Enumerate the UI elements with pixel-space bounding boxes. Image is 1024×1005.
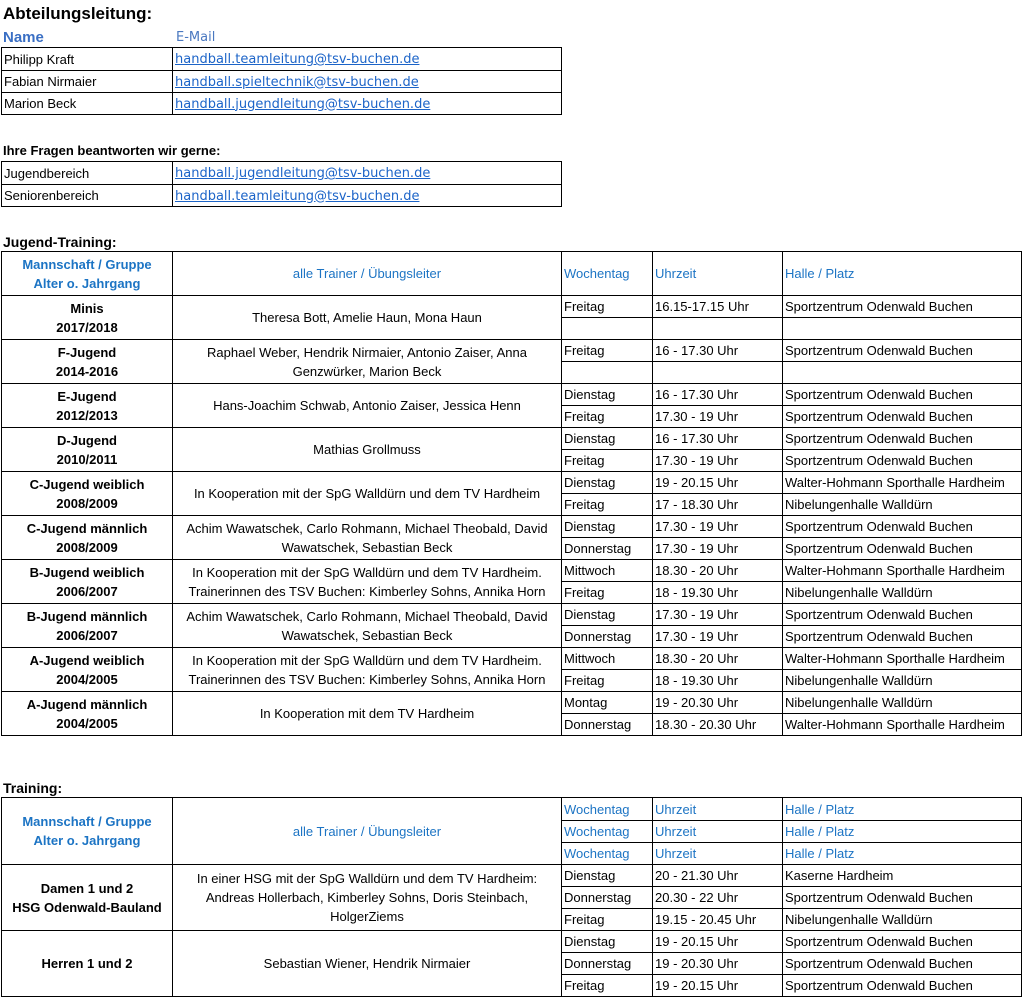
trainer-header: alle Trainer / Übungsleiter — [173, 252, 562, 296]
adult-training-table — [1, 797, 1022, 997]
day-cell: Mittwoch — [562, 560, 653, 582]
time-cell: 19 - 20.15 Uhr — [653, 931, 783, 953]
adult-title: Training: — [3, 780, 63, 796]
day-cell: Donnerstag — [562, 626, 653, 648]
email-link[interactable]: handball.jugendleitung@tsv-buchen.de — [175, 166, 431, 181]
col-name-header: Name — [3, 29, 44, 46]
time-cell: 19 - 20.30 Uhr — [653, 692, 783, 714]
trainer-cell: Theresa Bott, Amelie Haun, Mona Haun — [173, 296, 562, 340]
hall-cell: Sportzentrum Odenwald Buchen — [783, 340, 1022, 362]
trainer-cell: Raphael Weber, Hendrik Nirmaier, Antonio Zaiser, Anna Genzwürker, Marion Beck — [173, 340, 562, 384]
time-header: Uhrzeit — [653, 798, 783, 821]
email-link[interactable]: handball.teamleitung@tsv-buchen.de — [175, 52, 420, 67]
day-cell: Freitag — [562, 975, 653, 997]
trainer-cell: In einer HSG mit der SpG Walldürn und dem TV Hardheim: Andreas Hollerbach, Kimberley Sohns, Doris Steinbach, HolgerZiems — [173, 865, 562, 931]
table-row — [2, 472, 1022, 494]
team-cell: B-Jugend männlich 2006/2007 — [2, 604, 173, 648]
time-cell: 16 - 17.30 Uhr — [653, 428, 783, 450]
hall-cell: Walter-Hohmann Sporthalle Hardheim — [783, 560, 1022, 582]
time-header: Uhrzeit — [653, 843, 783, 865]
day-cell: Dienstag — [562, 865, 653, 887]
hall-cell: Sportzentrum Odenwald Buchen — [783, 406, 1022, 428]
day-header: Wochentag — [562, 843, 653, 865]
hall-cell: Sportzentrum Odenwald Buchen — [783, 384, 1022, 406]
table-row — [2, 384, 1022, 406]
day-header: Wochentag — [562, 821, 653, 843]
time-cell: 17.30 - 19 Uhr — [653, 604, 783, 626]
time-cell: 18.30 - 20.30 Uhr — [653, 714, 783, 736]
table-row — [2, 931, 1022, 953]
time-cell: 20.30 - 22 Uhr — [653, 887, 783, 909]
hall-cell: Sportzentrum Odenwald Buchen — [783, 626, 1022, 648]
hall-cell: Kaserne Hardheim — [783, 865, 1022, 887]
day-cell: Freitag — [562, 450, 653, 472]
person-name: Fabian Nirmaier — [2, 71, 173, 93]
time-cell: 19 - 20.15 Uhr — [653, 472, 783, 494]
hall-cell: Sportzentrum Odenwald Buchen — [783, 975, 1022, 997]
time-header: Uhrzeit — [653, 821, 783, 843]
team-cell: Herren 1 und 2 — [2, 931, 173, 997]
table-row — [2, 71, 562, 93]
table-row — [2, 162, 562, 185]
hall-cell: Sportzentrum Odenwald Buchen — [783, 931, 1022, 953]
leadership-title: Abteilungsleitung: — [3, 4, 153, 23]
time-cell — [653, 362, 783, 384]
email-link[interactable]: handball.jugendleitung@tsv-buchen.de — [175, 96, 431, 112]
person-name: Philipp Kraft — [2, 48, 173, 71]
day-cell: Freitag — [562, 296, 653, 318]
time-cell: 20 - 21.30 Uhr — [653, 865, 783, 887]
hall-cell: Walter-Hohmann Sporthalle Hardheim — [783, 472, 1022, 494]
team-cell: Minis 2017/2018 — [2, 296, 173, 340]
trainer-cell: In Kooperation mit der SpG Walldürn und dem TV Hardheim — [173, 472, 562, 516]
time-cell: 17.30 - 19 Uhr — [653, 538, 783, 560]
time-cell: 18.30 - 20 Uhr — [653, 648, 783, 670]
day-cell: Donnerstag — [562, 714, 653, 736]
time-cell: 17.30 - 19 Uhr — [653, 516, 783, 538]
leadership-table — [1, 47, 562, 115]
hall-cell: Nibelungenhalle Walldürn — [783, 670, 1022, 692]
hall-header: Halle / Platz — [783, 798, 1022, 821]
day-cell: Dienstag — [562, 428, 653, 450]
time-cell: 16 - 17.30 Uhr — [653, 384, 783, 406]
hall-cell: Walter-Hohmann Sporthalle Hardheim — [783, 648, 1022, 670]
table-row — [2, 560, 1022, 582]
time-cell: 17.30 - 19 Uhr — [653, 406, 783, 428]
questions-table — [1, 161, 562, 207]
area-label: Seniorenbereich — [2, 185, 173, 207]
table-header-row — [2, 798, 1022, 821]
trainer-cell: In Kooperation mit der SpG Walldürn und dem TV Hardheim. Trainerinnen des TSV Buchen: Kimberley Sohns, Annika Horn — [173, 560, 562, 604]
hall-cell: Sportzentrum Odenwald Buchen — [783, 887, 1022, 909]
hall-cell: Nibelungenhalle Walldürn — [783, 582, 1022, 604]
time-cell — [653, 318, 783, 340]
time-cell: 19 - 20.15 Uhr — [653, 975, 783, 997]
area-label: Jugendbereich — [2, 162, 173, 185]
day-cell: Mittwoch — [562, 648, 653, 670]
day-cell: Freitag — [562, 406, 653, 428]
table-row — [2, 865, 1022, 887]
time-cell: 18.30 - 20 Uhr — [653, 560, 783, 582]
table-row — [2, 185, 562, 207]
email-link[interactable]: handball.teamleitung@tsv-buchen.de — [175, 188, 420, 204]
col-email-header: E-Mail — [176, 30, 216, 45]
team-cell: B-Jugend weiblich 2006/2007 — [2, 560, 173, 604]
time-cell: 18 - 19.30 Uhr — [653, 582, 783, 604]
team-cell: E-Jugend 2012/2013 — [2, 384, 173, 428]
hall-cell: Sportzentrum Odenwald Buchen — [783, 604, 1022, 626]
time-cell: 19 - 20.30 Uhr — [653, 953, 783, 975]
table-header-row — [2, 252, 1022, 296]
hall-header: Halle / Platz — [783, 821, 1022, 843]
time-cell: 17.30 - 19 Uhr — [653, 626, 783, 648]
day-cell: Dienstag — [562, 472, 653, 494]
day-cell: Donnerstag — [562, 887, 653, 909]
trainer-cell: In Kooperation mit der SpG Walldürn und dem TV Hardheim. Trainerinnen des TSV Buchen: Kimberley Sohns, Annika Horn — [173, 648, 562, 692]
table-row — [2, 604, 1022, 626]
team-cell: D-Jugend 2010/2011 — [2, 428, 173, 472]
day-cell: Donnerstag — [562, 953, 653, 975]
trainer-cell: Achim Wawatschek, Carlo Rohmann, Michael Theobald, David Wawatschek, Sebastian Beck — [173, 516, 562, 560]
hall-cell: Sportzentrum Odenwald Buchen — [783, 953, 1022, 975]
day-cell: Freitag — [562, 670, 653, 692]
team-cell: A-Jugend weiblich 2004/2005 — [2, 648, 173, 692]
team-cell: Damen 1 und 2 HSG Odenwald-Bauland — [2, 865, 173, 931]
day-header: Wochentag — [562, 798, 653, 821]
hall-cell: Walter-Hohmann Sporthalle Hardheim — [783, 714, 1022, 736]
table-row — [2, 428, 1022, 450]
hall-cell: Sportzentrum Odenwald Buchen — [783, 296, 1022, 318]
hall-header: Halle / Platz — [783, 252, 1022, 296]
hall-cell: Nibelungenhalle Walldürn — [783, 494, 1022, 516]
day-cell: Donnerstag — [562, 538, 653, 560]
day-cell — [562, 362, 653, 384]
table-row — [2, 648, 1022, 670]
time-cell: 18 - 19.30 Uhr — [653, 670, 783, 692]
table-row — [2, 48, 562, 71]
trainer-cell: Achim Wawatschek, Carlo Rohmann, Michael Theobald, David Wawatschek, Sebastian Beck — [173, 604, 562, 648]
day-cell: Freitag — [562, 494, 653, 516]
table-row — [2, 93, 562, 115]
day-cell: Freitag — [562, 909, 653, 931]
day-cell: Dienstag — [562, 931, 653, 953]
time-cell: 17 - 18.30 Uhr — [653, 494, 783, 516]
hall-cell: Sportzentrum Odenwald Buchen — [783, 450, 1022, 472]
person-name: Marion Beck — [2, 93, 173, 115]
email-link[interactable]: handball.spieltechnik@tsv-buchen.de — [175, 74, 419, 90]
trainer-header: alle Trainer / Übungsleiter — [173, 798, 562, 865]
team-header: Mannschaft / Gruppe Alter o. Jahrgang — [2, 798, 173, 865]
day-cell — [562, 318, 653, 340]
table-row — [2, 340, 1022, 362]
time-cell: 16.15-17.15 Uhr — [653, 296, 783, 318]
time-header: Uhrzeit — [653, 252, 783, 296]
youth-title: Jugend-Training: — [3, 234, 117, 250]
team-cell: C-Jugend weiblich 2008/2009 — [2, 472, 173, 516]
hall-cell: Nibelungenhalle Walldürn — [783, 692, 1022, 714]
questions-title: Ihre Fragen beantworten wir gerne: — [3, 143, 221, 158]
day-cell: Freitag — [562, 582, 653, 604]
hall-cell: Sportzentrum Odenwald Buchen — [783, 516, 1022, 538]
team-header: Mannschaft / Gruppe Alter o. Jahrgang — [2, 252, 173, 296]
trainer-cell: Hans-Joachim Schwab, Antonio Zaiser, Jessica Henn — [173, 384, 562, 428]
trainer-cell: Mathias Grollmuss — [173, 428, 562, 472]
table-row — [2, 692, 1022, 714]
team-cell: C-Jugend männlich 2008/2009 — [2, 516, 173, 560]
table-row — [2, 296, 1022, 318]
hall-cell — [783, 362, 1022, 384]
trainer-cell: Sebastian Wiener, Hendrik Nirmaier — [173, 931, 562, 997]
day-cell: Montag — [562, 692, 653, 714]
time-cell: 16 - 17.30 Uhr — [653, 340, 783, 362]
hall-cell: Sportzentrum Odenwald Buchen — [783, 538, 1022, 560]
day-cell: Dienstag — [562, 604, 653, 626]
time-cell: 17.30 - 19 Uhr — [653, 450, 783, 472]
day-cell: Freitag — [562, 340, 653, 362]
table-row — [2, 516, 1022, 538]
team-cell: F-Jugend 2014-2016 — [2, 340, 173, 384]
hall-cell: Nibelungenhalle Walldürn — [783, 909, 1022, 931]
day-cell: Dienstag — [562, 384, 653, 406]
youth-training-table — [1, 251, 1022, 736]
trainer-cell: In Kooperation mit dem TV Hardheim — [173, 692, 562, 736]
hall-cell: Sportzentrum Odenwald Buchen — [783, 428, 1022, 450]
day-cell: Dienstag — [562, 516, 653, 538]
time-cell: 19.15 - 20.45 Uhr — [653, 909, 783, 931]
hall-header: Halle / Platz — [783, 843, 1022, 865]
team-cell: A-Jugend männlich 2004/2005 — [2, 692, 173, 736]
hall-cell — [783, 318, 1022, 340]
day-header: Wochentag — [562, 252, 653, 296]
